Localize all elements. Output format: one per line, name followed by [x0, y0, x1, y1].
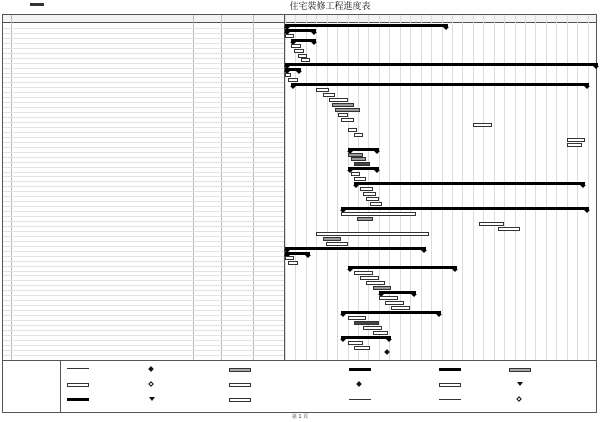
task-bar [354, 346, 370, 350]
task-bar [341, 118, 354, 122]
legend-swatch-baseline [229, 368, 251, 372]
task-row [3, 142, 284, 143]
task-bar [316, 88, 329, 92]
timeline-gridline [379, 15, 380, 360]
legend-swatch-inactive-task [229, 383, 251, 387]
task-bar [332, 103, 354, 107]
page-number: 第 1 頁 [291, 414, 309, 420]
task-bar [348, 341, 364, 345]
task-row [3, 167, 284, 168]
timeline-gridline [515, 15, 516, 360]
summary-bar [285, 24, 448, 27]
task-row [3, 181, 284, 182]
timeline-gridline [567, 15, 568, 360]
timeline-header [285, 15, 596, 23]
document-title: 住宅裝修工程進度表 [289, 2, 371, 12]
gantt-timeline [285, 15, 596, 360]
timeline-gridline [421, 15, 422, 360]
task-bar [373, 331, 389, 335]
timeline-gridline [462, 15, 463, 360]
task-bar [335, 108, 360, 112]
summary-bar [348, 266, 458, 269]
task-bar [323, 93, 336, 97]
task-row [3, 63, 284, 64]
summary-bar [354, 182, 586, 185]
legend-box [2, 361, 597, 413]
timeline-gridline [588, 15, 589, 360]
task-bar [351, 157, 367, 161]
legend-swatch-summary-end [149, 397, 155, 401]
task-bar [363, 192, 376, 196]
legend-swatch-finish-only [517, 382, 523, 386]
summary-bar [291, 39, 316, 42]
task-table-header [3, 15, 284, 23]
task-table [3, 15, 285, 360]
task-row [3, 122, 284, 123]
task-row [3, 310, 284, 311]
task-bar [360, 187, 373, 191]
legend-swatch-summary [439, 368, 461, 371]
task-bar [291, 44, 300, 48]
task-bar [288, 261, 297, 265]
summary-bar [285, 68, 301, 71]
task-row [3, 226, 284, 227]
timeline-gridline [504, 15, 505, 360]
task-row [3, 206, 284, 207]
legend-swatch-external [439, 399, 461, 400]
task-bar [354, 177, 367, 181]
task-row [3, 350, 284, 351]
task-bar [348, 128, 357, 132]
task-row [3, 295, 284, 296]
timeline-gridline [483, 15, 484, 360]
task-row [3, 196, 284, 197]
task-bar [316, 232, 429, 236]
task-row [3, 251, 284, 252]
task-row [3, 73, 284, 74]
task-row [3, 271, 284, 272]
task-row [3, 102, 284, 103]
legend-swatch-progress [67, 398, 89, 401]
timeline-gridline [556, 15, 557, 360]
task-row [3, 77, 284, 78]
task-row [3, 82, 284, 83]
legend-swatch-start-only [509, 368, 531, 372]
task-row [3, 221, 284, 222]
task-bar [338, 113, 347, 117]
legend-swatch-baseline-milestone [148, 381, 154, 387]
task-bar [323, 237, 342, 241]
task-row [3, 256, 284, 257]
task-bar [567, 143, 583, 147]
summary-bar [341, 311, 441, 314]
timeline-gridline [410, 15, 411, 360]
task-row [3, 28, 284, 29]
summary-bar [379, 291, 417, 294]
task-row [3, 137, 284, 138]
task-bar [366, 281, 385, 285]
task-row [3, 201, 284, 202]
task-row [3, 246, 284, 247]
task-bar [285, 34, 294, 38]
timeline-gridline [535, 15, 536, 360]
task-bar [288, 78, 297, 82]
timeline-gridline [327, 15, 328, 360]
timeline-gridline [431, 15, 432, 360]
task-row [3, 162, 284, 163]
summary-bar [348, 167, 379, 170]
timeline-gridline [295, 15, 296, 360]
task-row [3, 107, 284, 108]
task-row [3, 211, 284, 212]
task-row [3, 68, 284, 69]
task-bar [301, 58, 310, 62]
legend-swatch-inactive-summary [229, 398, 251, 402]
task-bar [360, 276, 379, 280]
summary-bar [348, 148, 379, 151]
summary-bar [291, 83, 588, 86]
timeline-gridline [546, 15, 547, 360]
legend-swatch-deadline [516, 396, 522, 402]
task-bar [373, 286, 392, 290]
task-row [3, 112, 284, 113]
gantt-table [2, 14, 597, 361]
timeline-gridline [452, 15, 453, 360]
legend-swatch-split [67, 383, 89, 387]
summary-bar [341, 336, 391, 339]
task-row [3, 290, 284, 291]
task-row [3, 157, 284, 158]
task-row [3, 261, 284, 262]
task-bar [351, 172, 360, 176]
task-row [3, 266, 284, 267]
task-row [3, 280, 284, 281]
timeline-gridline [348, 15, 349, 360]
task-bar [329, 98, 348, 102]
task-bar [326, 242, 348, 246]
task-bar [391, 306, 410, 310]
timeline-gridline [442, 15, 443, 360]
task-row [3, 236, 284, 237]
task-row [3, 300, 284, 301]
summary-bar [285, 252, 310, 255]
task-row [3, 172, 284, 173]
task-row [3, 191, 284, 192]
task-row [3, 315, 284, 316]
task-row [3, 33, 284, 34]
task-row [3, 43, 284, 44]
task-row [3, 231, 284, 232]
task-row [3, 340, 284, 341]
task-bar [298, 54, 307, 58]
legend-swatch-manual-task [439, 383, 461, 387]
task-bar [498, 227, 520, 231]
task-bar [379, 296, 398, 300]
task-row [3, 132, 284, 133]
task-bar [354, 162, 370, 166]
timeline-gridline [525, 15, 526, 360]
task-row [3, 241, 284, 242]
legend-swatch-project-summary [349, 368, 371, 371]
project-info [3, 361, 61, 412]
timeline-gridline [473, 15, 474, 360]
summary-bar [285, 29, 316, 32]
task-row [3, 152, 284, 153]
task-bar [370, 202, 383, 206]
task-bar [354, 133, 363, 137]
task-row [3, 58, 284, 59]
task-bar [363, 326, 382, 330]
legend-swatch-task [67, 368, 89, 369]
task-bar [294, 49, 303, 53]
timeline-gridline [306, 15, 307, 360]
timeline-gridline [337, 15, 338, 360]
task-bar [285, 73, 291, 77]
task-row [3, 355, 284, 356]
summary-bar [341, 207, 588, 210]
task-row [3, 97, 284, 98]
task-row [3, 325, 284, 326]
scan-mark [30, 3, 44, 6]
task-bar [473, 123, 492, 127]
task-row [3, 92, 284, 93]
task-row [3, 335, 284, 336]
task-bar [285, 256, 294, 260]
task-row [3, 38, 284, 39]
timeline-gridline [316, 15, 317, 360]
task-row [3, 216, 284, 217]
task-row [3, 305, 284, 306]
summary-bar [285, 247, 426, 250]
task-bar [567, 138, 586, 142]
task-bar [341, 212, 416, 216]
task-row [3, 127, 284, 128]
task-row [3, 48, 284, 49]
task-row [3, 330, 284, 331]
task-row [3, 147, 284, 148]
task-row [3, 345, 284, 346]
timeline-gridline [577, 15, 578, 360]
timeline-gridline [389, 15, 390, 360]
task-row [3, 176, 284, 177]
task-row [3, 117, 284, 118]
summary-bar [285, 63, 598, 66]
task-bar [348, 316, 367, 320]
task-bar [354, 271, 373, 275]
task-bar [385, 301, 404, 305]
task-row [3, 53, 284, 54]
task-bar [357, 217, 373, 221]
legend-swatch-duration-only [349, 399, 371, 400]
legend-swatch-milestone [148, 366, 154, 372]
task-row [3, 320, 284, 321]
task-row [3, 275, 284, 276]
task-row [3, 87, 284, 88]
task-bar [354, 321, 379, 325]
task-row [3, 186, 284, 187]
task-row [3, 285, 284, 286]
timeline-gridline [494, 15, 495, 360]
task-bar [479, 222, 504, 226]
task-bar [348, 153, 364, 157]
legend-swatch-manual-milestone [356, 381, 362, 387]
task-bar [366, 197, 379, 201]
